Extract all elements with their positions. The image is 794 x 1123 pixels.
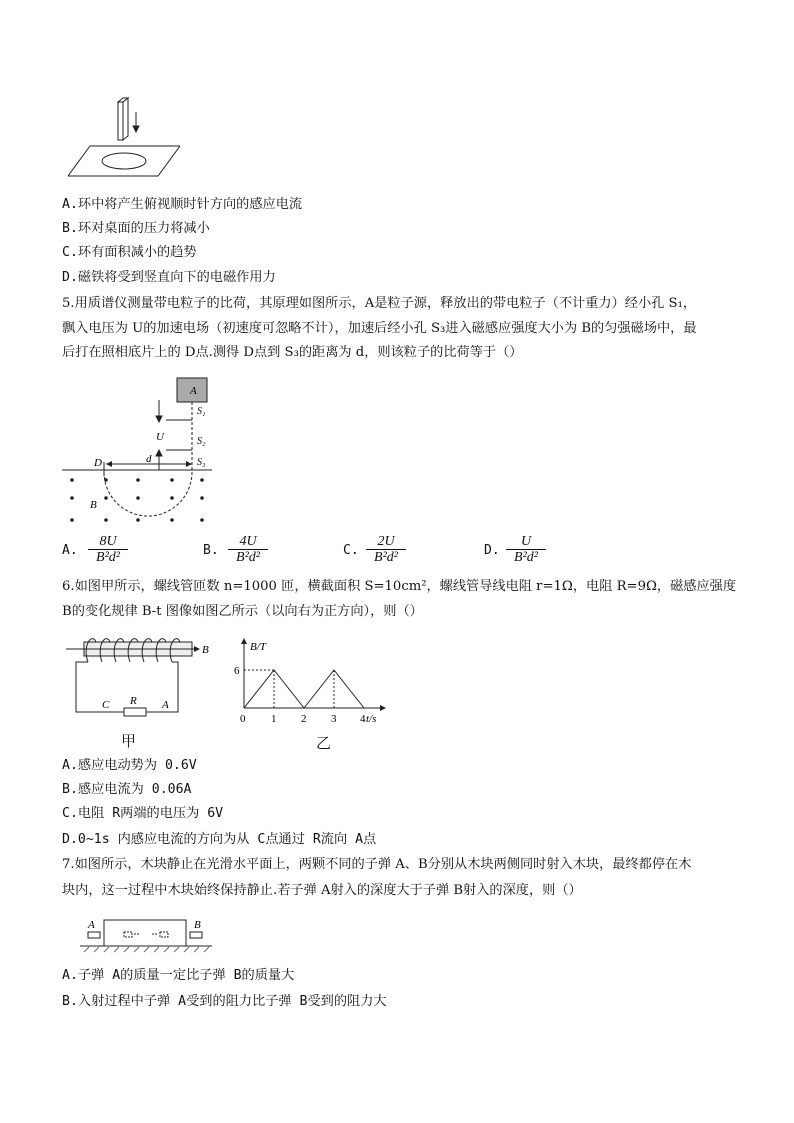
x-tick-0: 0: [240, 713, 246, 725]
q4-option-d: D.磁铁将受到竖直向下的电磁作用力: [62, 270, 276, 285]
x-tick-3: 3: [331, 713, 337, 725]
x-tick-4: 4: [360, 713, 366, 725]
voltage-label: U: [156, 431, 164, 443]
point-d-label: D: [94, 457, 102, 469]
q4-option-b: B.环对桌面的压力将减小: [62, 221, 210, 236]
particle-trajectory: [104, 472, 192, 516]
q4-option-c: C.环有面积减小的趋势: [62, 245, 197, 260]
mass-spectrometer-figure: [62, 376, 222, 526]
source-label: A: [190, 385, 197, 397]
figure-caption-yi: 乙: [316, 734, 332, 752]
q4-option-a: A.环中将产生俯视顺时针方向的感应电流: [62, 197, 303, 212]
b-t-curve: [244, 670, 364, 708]
bullet-a-label: A: [88, 919, 95, 931]
q6-option-c: C.电阻 R两端的电压为 6V: [62, 806, 224, 821]
q5-option-b-key: B.: [203, 543, 219, 558]
point-a-label: A: [162, 699, 169, 711]
bullet-a: [88, 932, 100, 938]
q5-option-c-key: C.: [343, 543, 359, 558]
q5-stem-line1: 5.用质谱仪测量带电粒子的比荷，其原理如图所示，A是粒子源，释放出的带电粒子（不计重力）经小孔 S₁，: [62, 296, 697, 311]
q5-option-d-fraction: $\frac{U}{\text{B²d²}}$: [506, 534, 546, 566]
bar-magnet: [118, 98, 128, 140]
q7-stem-line2: 块内，这一过程中木块始终保持静止.若子弹 A射入的深度大于子弹 B射入的深度，则（）: [62, 883, 582, 898]
bullet-b: [190, 932, 202, 938]
arrow-down-icon: [133, 112, 139, 132]
q5-option-b-fraction: $\frac{4U}{\text{B²d²}}$: [228, 534, 268, 566]
q5-stem-line2: 飘入电压为 U的加速电场（初速度可忽略不计），加速后经小孔 S₃进入磁感应强度大小为 B的匀强磁场中，最: [62, 321, 697, 336]
q7-option-a: A.子弹 A的质量一定比子弹 B的质量大: [62, 968, 295, 983]
resistor-r: [124, 708, 146, 716]
s1-label: S₁: [197, 406, 206, 417]
y-tick-6: 6: [234, 665, 240, 677]
q7-stem-line1: 7.如图所示，木块静止在光滑水平面上，两颗不同的子弹 A、B分别从木块两侧同时射入木块，最终都停在木: [62, 857, 692, 872]
q5-option-a-fraction: $\frac{8U}{\text{B²d²}}$: [88, 534, 128, 566]
block-bullets-figure: [80, 912, 212, 956]
q6-option-a: A.感应电动势为 0.6V: [62, 758, 197, 773]
q6-option-d: D.0~1s 内感应电流的方向为从 C点通过 R流向 A点: [62, 832, 377, 847]
tabletop: [68, 146, 180, 176]
q5-option-d-key: D.: [484, 543, 500, 558]
q7-option-b: B.入射过程中子弹 A受到的阻力比子弹 B受到的阻力大: [62, 994, 387, 1009]
y-axis-label: B/T: [250, 641, 266, 653]
b-t-graph: [230, 636, 390, 726]
distance-label: d: [146, 453, 152, 465]
bullet-b-label: B: [194, 919, 201, 931]
q5-stem-line3: 后打在照相底片上的 D点.测得 D点到 S₃的距离为 d，则该粒子的比荷等于（）: [62, 345, 523, 360]
magnet-ring-figure: [68, 96, 180, 178]
s2-label: S₂: [197, 436, 206, 447]
q6-stem-line1: 6.如图甲所示，螺线管匝数 n=1000 匝，横截面积 S=10cm²，螺线管导线电阻 r=1Ω，电阻 R=9Ω，磁感应强度: [62, 579, 737, 594]
q6-option-b: B.感应电流为 0.06A: [62, 782, 192, 797]
x-tick-1: 1: [271, 713, 277, 725]
wooden-block: [104, 920, 186, 946]
resistor-label: R: [130, 695, 137, 707]
metal-ring: [102, 153, 146, 169]
x-axis-label: t/s: [366, 713, 377, 725]
field-label: B: [90, 499, 97, 511]
figure-caption-jia: 甲: [121, 732, 137, 750]
x-tick-2: 2: [301, 713, 307, 725]
point-c-label: C: [102, 699, 110, 711]
solenoid-circuit-figure: [66, 632, 216, 724]
q5-option-a-key: A.: [62, 543, 78, 558]
solenoid-b-label: B: [202, 644, 209, 656]
q6-stem-line2: B的变化规律 B-t 图像如图乙所示（以向右为正方向），则（）: [62, 604, 423, 619]
s3-label: S₃: [197, 457, 206, 468]
q5-option-c-fraction: $\frac{2U}{\text{B²d²}}$: [366, 534, 406, 566]
